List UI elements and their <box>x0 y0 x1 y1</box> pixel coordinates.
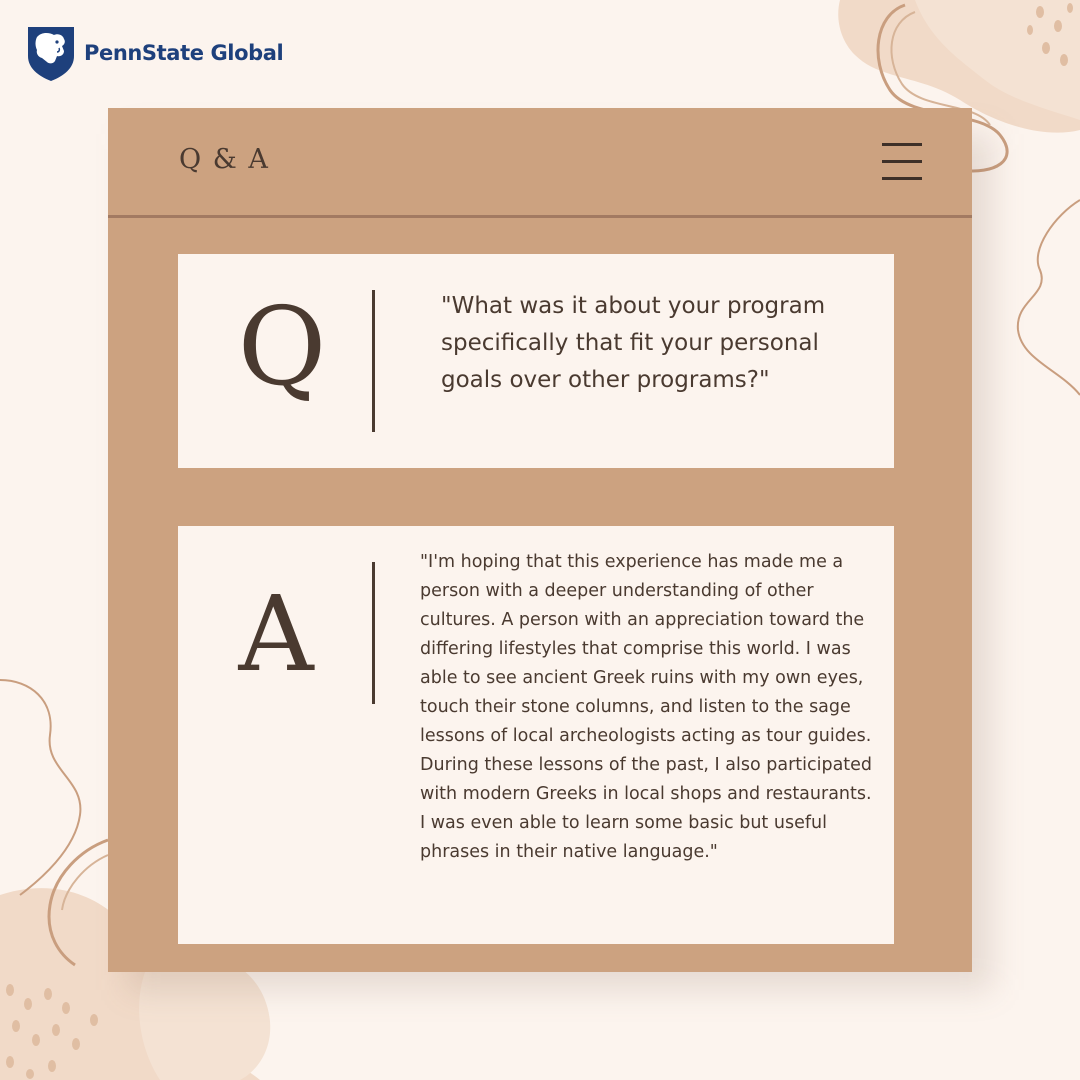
decor-line-right <box>1018 200 1080 395</box>
nittany-lion-shield-icon <box>24 24 78 82</box>
brand-name: PennState Global <box>84 41 284 65</box>
answer-letter: A <box>238 573 314 695</box>
answer-divider <box>372 562 375 704</box>
qa-card <box>108 108 972 972</box>
question-text: "What was it about your program specifically that fit your personal goals over other programs?" <box>441 293 826 393</box>
card-header <box>108 108 972 216</box>
question-panel <box>178 254 894 468</box>
answer-panel <box>178 526 894 944</box>
decor-line-bottom-left <box>0 680 80 895</box>
brand-logo[interactable] <box>24 24 283 82</box>
question-letter: Q <box>237 285 327 410</box>
header-divider <box>108 215 972 218</box>
hamburger-menu-icon[interactable] <box>872 140 926 182</box>
card-title: Q & A <box>179 144 270 175</box>
answer-text: "I'm hoping that this experience has made me a person with a deeper understanding of other cultures. A person with an appreciation toward the differing lifestyles that comprise this world. I was able to see ancient Greek ruins with my own eyes, touch their stone columns, and listen to the sage lessons of local archeologists acting as tour guides. During these lessons of the past, I also participated with modern Greeks in local shops and restaurants. I was even able to learn some basic but useful phrases in their native language." <box>420 552 873 862</box>
question-divider <box>372 290 375 432</box>
